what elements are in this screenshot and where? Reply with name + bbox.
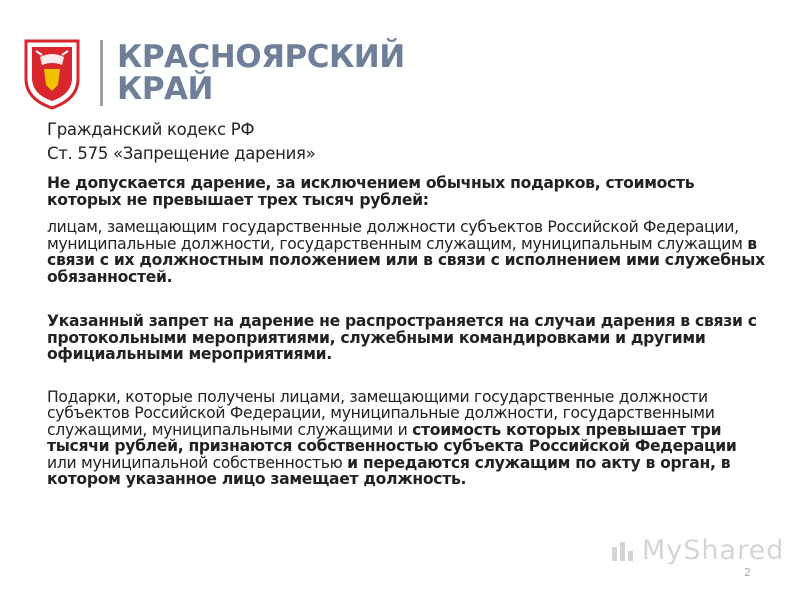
persons-text: лицам, замещающим государственные должности субъектов Российской Федерации, муниципальные должности, государственным служащим, муниципальным служащим (47, 218, 748, 253)
watermark (610, 535, 784, 566)
persons-emphasis: в связи с их должностным положением или в связи с исполнением ими служебных обязанностей. (47, 234, 765, 286)
prohibition-paragraph: Не допускается дарение, за исключением обычных подарков, стоимость которых не превышает трех тысяч рублей: (47, 174, 695, 209)
region-title (117, 41, 405, 105)
gifts-emphasis-2: и передаются служащим по акту в орган, в котором указанное лицо замещает должность. (47, 453, 731, 488)
header-divider (100, 40, 103, 106)
region-title-line2: КРАЙ (117, 71, 213, 107)
persons-paragraph (47, 219, 767, 285)
watermark-text: MyShared (642, 535, 785, 566)
gifts-paragraph (47, 389, 767, 488)
region-title-line1: КРАСНОЯРСКИЙ (117, 39, 405, 75)
gifts-emphasis-1: стоимость которых превышает три тысячи рублей, признаются собственностью субъекта Российской Федерации (47, 420, 737, 455)
code-title: Гражданский кодекс РФ (47, 120, 255, 139)
page-number: 2 (744, 566, 751, 579)
gifts-text-2: или муниципальной собственностью (47, 453, 348, 472)
gifts-text-1: Подарки, которые получены лицами, замещающими государственные должности субъектов Российской Федерации, муниципальные должности, государственными служащими, муниципальными служащими и (47, 387, 715, 439)
myshared-logo-icon (610, 539, 636, 563)
coat-of-arms-icon (22, 35, 82, 111)
article-title: Ст. 575 «Запрещение дарения» (47, 144, 316, 163)
exception-paragraph: Указанный запрет на дарение не распространяется на случаи дарения в связи с протокольными мероприятиями, служебными командировками и другими официальными мероприятиями. (47, 312, 757, 363)
slide-header (22, 34, 405, 112)
slide-body (47, 120, 767, 488)
